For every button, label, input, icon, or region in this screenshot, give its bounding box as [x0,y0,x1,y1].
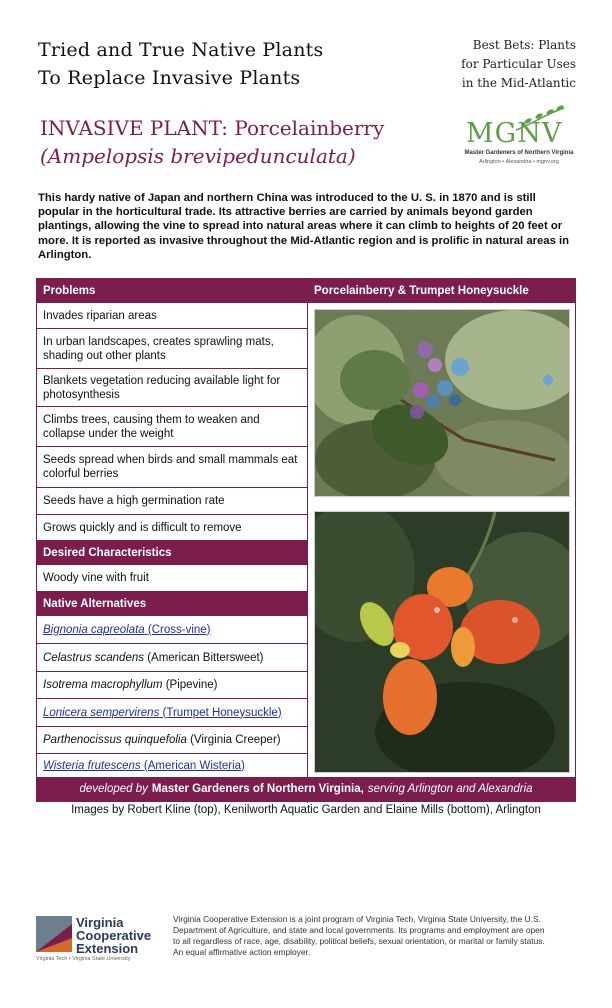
alt-sci-name: Isotrema macrophyllum [43,679,163,691]
alt-sci-name: Lonicera sempervirens [43,706,160,719]
column-divider [307,279,308,803]
vce-line-1: Virginia [76,915,124,930]
problems-header: Problems [37,279,307,303]
page-title [38,36,398,92]
desired-header: Desired Characteristics [37,541,307,565]
honeysuckle-illustration [315,512,570,773]
best-bets-line-1: Best Bets: Plants [472,38,576,52]
problem-row: Grows quickly and is difficult to remove [37,515,307,541]
alternative-row-american-wisteria[interactable] [37,754,307,777]
alt-common-name: (Pipevine) [165,679,218,691]
alt-common-name: (American Bittersweet) [147,651,264,664]
vce-logo [36,916,160,964]
desired-row: Woody vine with fruit [37,565,307,592]
footer-pre: developed by [79,783,148,795]
alternative-row-trumpet-honeysuckle[interactable] [37,699,307,727]
mgnv-logo-subtitle: Master Gardeners of Northern Virginia [464,150,574,156]
footer-org: Master Gardeners of Northern Virginia, [151,783,364,795]
vce-logo-subtitle: Virginia Tech • Virginia State University [36,956,131,962]
vce-line-2: Cooperative [76,928,152,943]
footer-post: serving Arlington and Alexandria [367,783,533,795]
alt-sci-name: Parthenocissus quinquefolia [43,734,187,746]
trumpet-honeysuckle-photo [314,511,570,773]
porcelainberry-photo [314,309,570,497]
alternative-row [37,727,307,754]
alt-sci-name: Celastrus scandens [43,651,144,664]
alternative-row [37,644,307,672]
image-credits: Images by Robert Kline (top), Kenilworth Aquatic Garden and Elaine Mills (bottom), Arlington [71,804,541,816]
title-line-1: Tried and True Native Plants [38,39,324,61]
porcelainberry-illustration [315,310,570,497]
vce-mark-icon [36,916,72,952]
trumpet-honeysuckle-link[interactable] [43,706,282,720]
vce-logo-text [76,916,151,955]
alt-common-name: (Trumpet Honeysuckle) [162,706,282,719]
alt-common-name: (Virginia Creeper) [190,734,281,746]
invasive-line-1: INVASIVE PLANT: Porcelainberry [40,116,385,140]
best-bets-line-2: for Particular Uses [461,57,576,71]
mgnv-logo-locations: Arlington • Alexandria • mgnv.org [479,159,559,165]
intro-paragraph: This hardy native of Japan and northern China was introduced to the U. S. in 1870 and is still popular in the horticultural trade. Its attractive berries are carried by animals beyond garden plantings, allowing the vine to spread into natural areas where it can climb to heights of 20 feet or more. It is reported as invasive throughout the Mid-Atlantic region and is prolific in natural areas in Arlington. [38,192,570,261]
info-table [36,278,576,802]
invasive-line-2: (Ampelopsis brevipedunculata) [40,144,356,168]
title-line-2: To Replace Invasive Plants [38,67,301,89]
problem-row: Invades riparian areas [37,303,307,329]
problem-row: Climbs trees, causing them to weaken and collapse under the weight [37,407,307,447]
cross-vine-link[interactable] [43,623,211,637]
vce-statement: Virginia Cooperative Extension is a joint program of Virginia Tech, Virginia State University, the U.S. Department of Agriculture, and state and local governments. Its programs and employment are open to all regardless of race, age, disability, political beliefs, sexual orientation, or marital or family status. An equal affirmative action employer. [173,914,545,957]
best-bets-tagline [416,36,576,93]
vce-line-3: Extension [76,941,139,956]
photo-header: Porcelainberry & Trumpet Honeysuckle [308,279,575,303]
problem-row: Seeds spread when birds and small mammals eat colorful berries [37,447,307,488]
problem-row: In urban landscapes, creates sprawling mats, shading out other plants [37,329,307,369]
alternative-row [37,672,307,699]
alt-common-name: (Cross-vine) [147,623,211,636]
problem-row: Seeds have a high germination rate [37,488,307,515]
problem-row: Blankets vegetation reducing available light for photosynthesis [37,369,307,407]
alt-common-name: (American Wisteria) [143,759,245,772]
alt-sci-name: Bignonia capreolata [43,623,145,636]
american-wisteria-link[interactable] [43,759,245,773]
alternatives-header: Native Alternatives [37,592,307,616]
invasive-plant-heading [40,114,440,170]
developer-credit-bar [37,777,575,801]
mgnv-logo [462,104,582,174]
mgnv-logo-text: MGNV [466,118,563,149]
alternative-row-cross-vine[interactable] [37,616,307,644]
best-bets-line-3: in the Mid-Atlantic [461,76,576,90]
alt-sci-name: Wisteria frutescens [43,759,141,772]
